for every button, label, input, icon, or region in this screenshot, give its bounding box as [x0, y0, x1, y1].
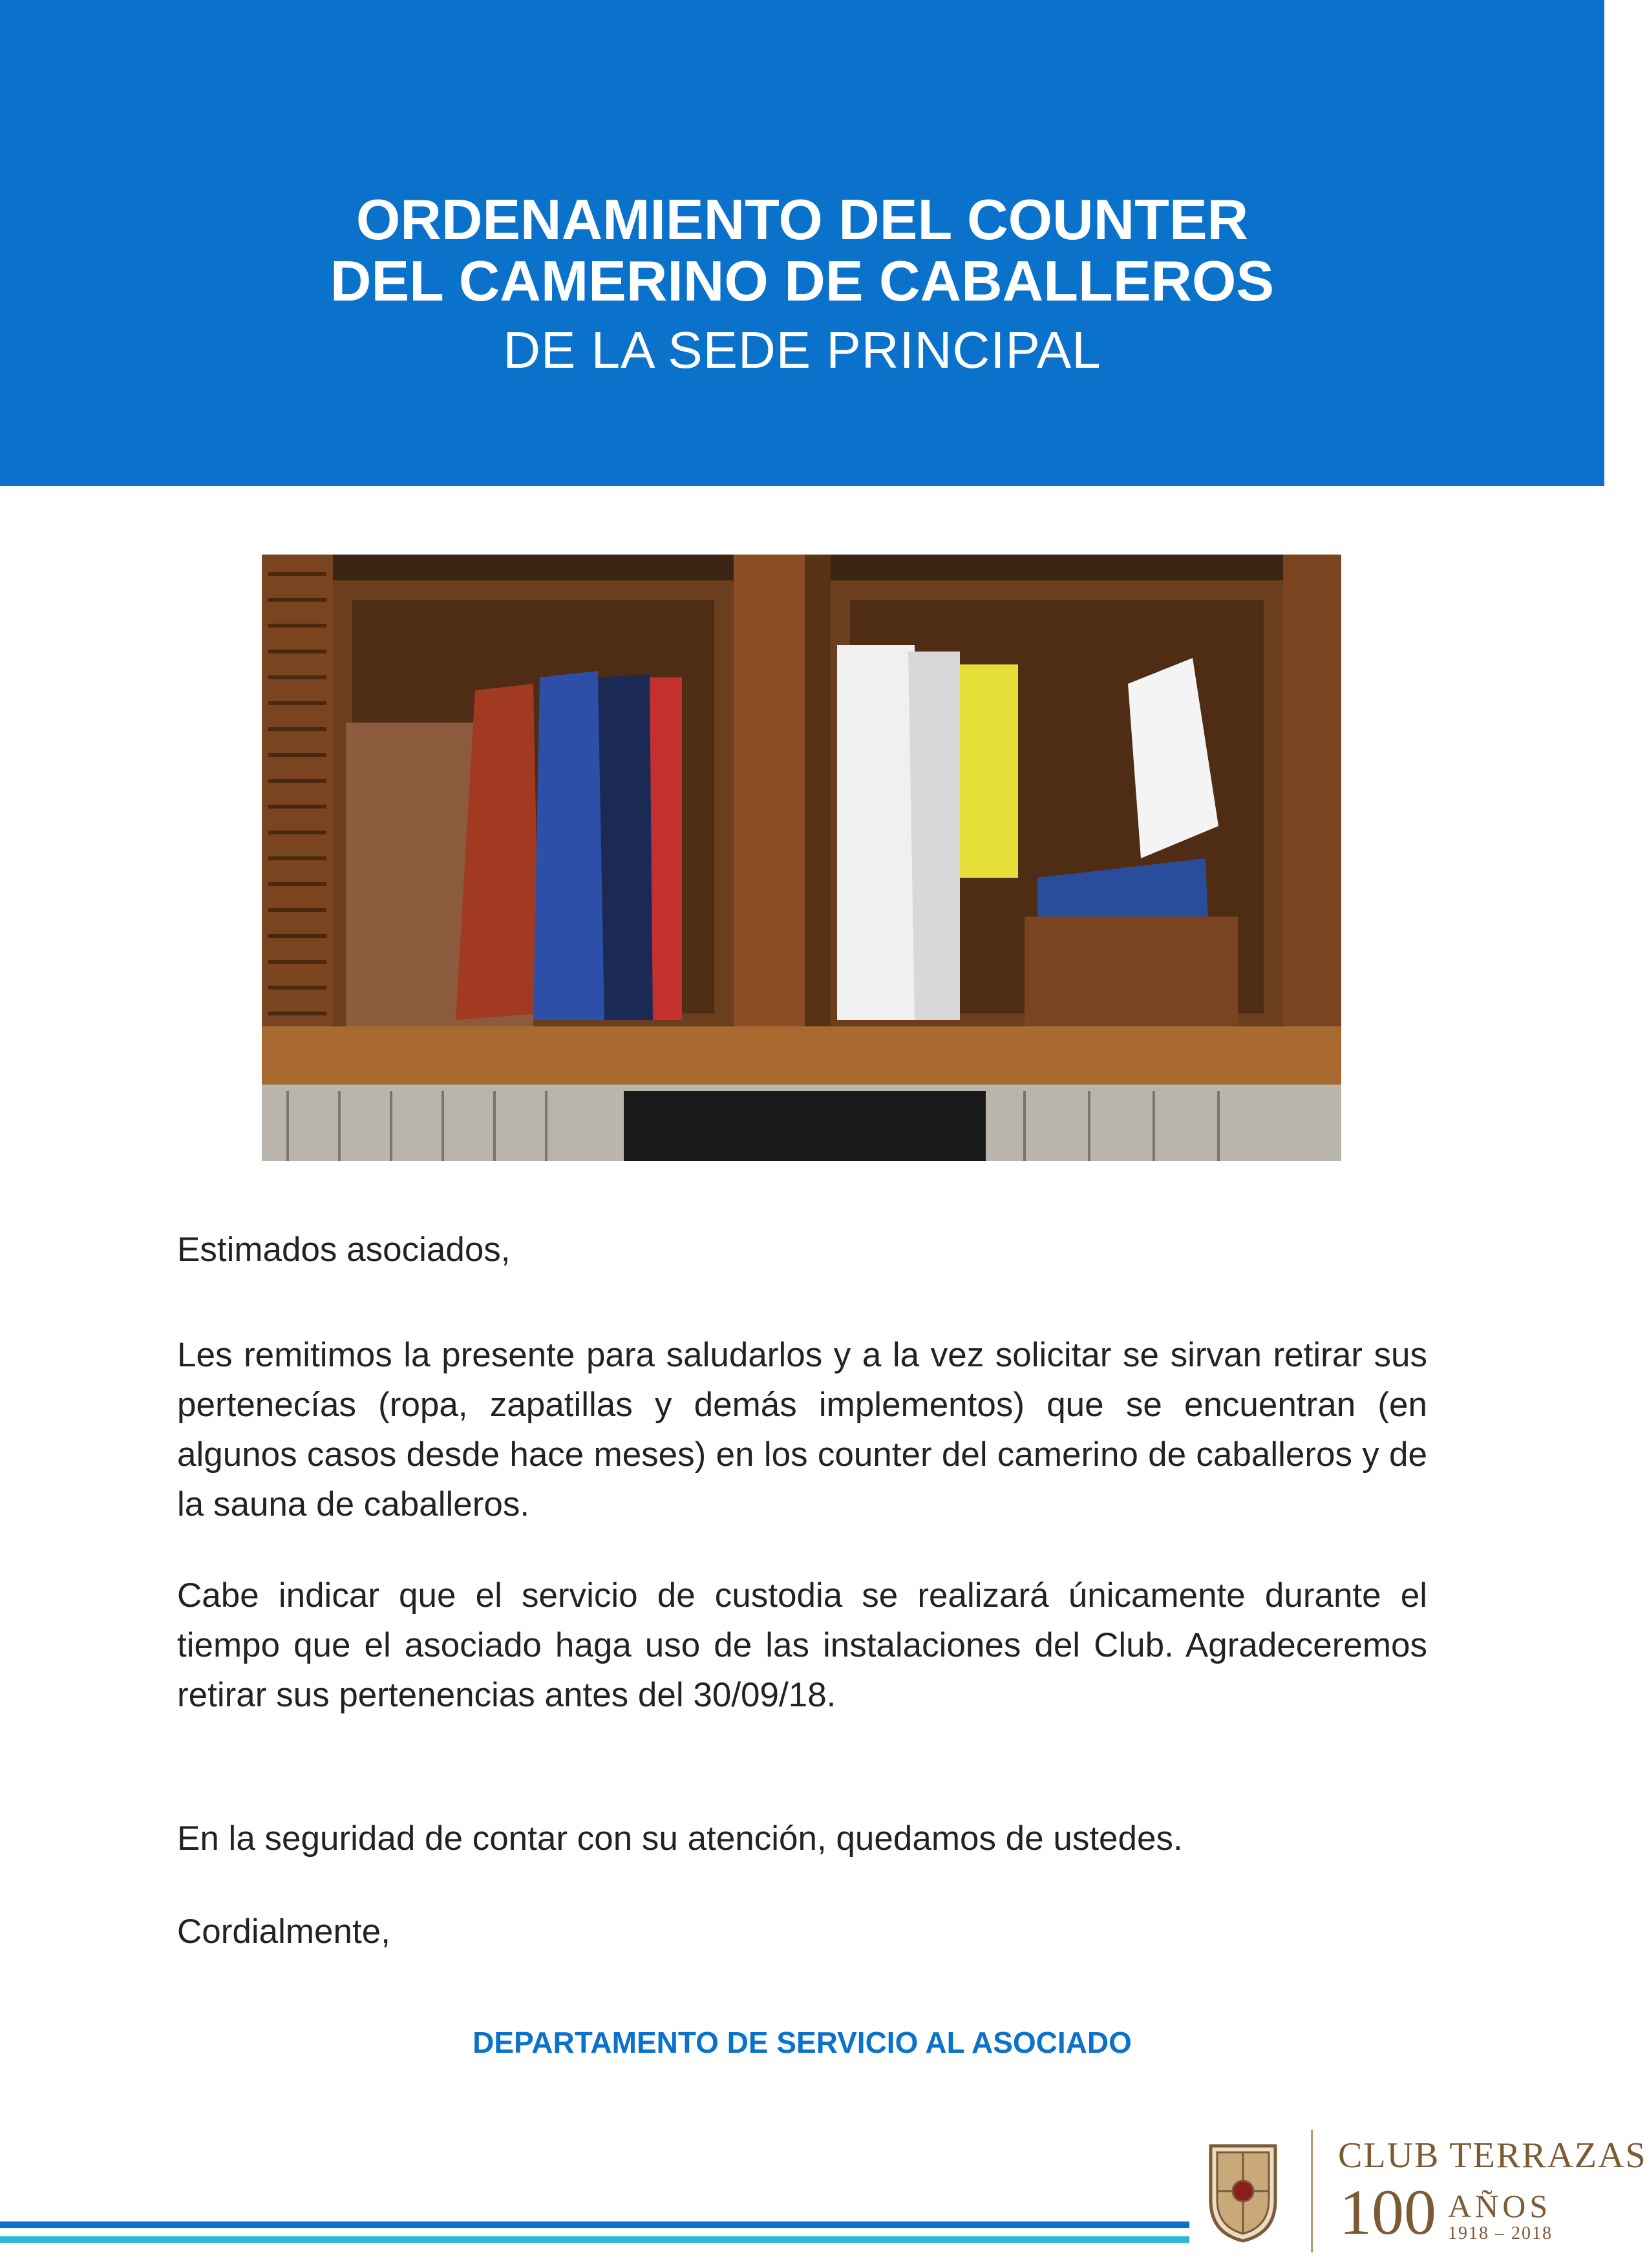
paragraph-2: Cabe indicar que el servicio de custodia se realizará únicamente durante el tiempo que el asociado haga uso de las instalaciones del Club. Agradeceremos retirar sus pertenencias antes del 30/09/18.	[177, 1576, 1427, 1714]
anniversary-years: 1918 – 2018	[1448, 2223, 1553, 2243]
brand-divider	[1311, 2130, 1313, 2252]
signature-department: DEPARTAMENTO DE SERVICIO AL ASOCIADO	[473, 2026, 1132, 2059]
paragraph-3: En la seguridad de contar con su atención, quedamos de ustedes.	[177, 1819, 1183, 1858]
anniversary-number: 100	[1339, 2176, 1436, 2248]
footer-stripe-cyan	[0, 2236, 1189, 2243]
closing: Cordialmente,	[177, 1913, 390, 1951]
footer-stripe-blue	[0, 2221, 1189, 2228]
subtitle: DE LA SEDE PRINCIPAL	[503, 321, 1101, 379]
title-line-1: ORDENAMIENTO DEL COUNTER	[356, 187, 1249, 251]
title-line-2: DEL CAMERINO DE CABALLEROS	[330, 249, 1275, 313]
club-crest-icon	[1207, 2143, 1279, 2243]
greeting: Estimados asociados,	[177, 1231, 511, 1269]
club-name: CLUB TERRAZAS	[1338, 2136, 1647, 2176]
header-banner	[0, 0, 1604, 486]
locker-photo	[262, 555, 1341, 1161]
anniversary-label: AÑOS	[1448, 2188, 1552, 2224]
paragraph-1: Les remitimos la presente para saludarlos y a la vez solicitar se sirvan retirar sus pertenecías (ropa, zapatillas y demás implementos) que se encuentran (en algunos casos desde hace meses) en los counter del camerino de caballeros y de la sauna de caballeros.	[177, 1336, 1427, 1523]
